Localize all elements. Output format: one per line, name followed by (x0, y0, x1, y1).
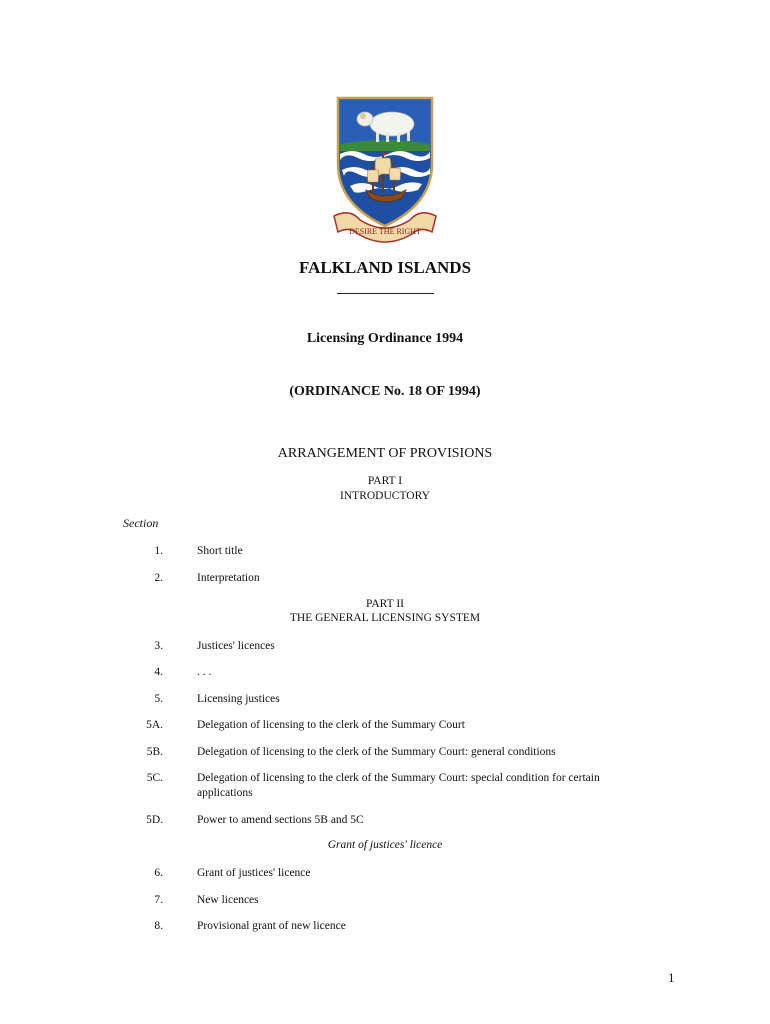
section-column-label: Section (123, 516, 159, 530)
motto-text: DESIRE THE RIGHT (349, 227, 421, 236)
part-heading: INTRODUCTORY (340, 490, 430, 502)
section-number: 2. (154, 572, 163, 584)
page-number: 1 (668, 970, 675, 985)
section-number: 5A. (146, 719, 163, 731)
section-title: Delegation of licensing to the clerk of the Summary Court: special condition for certain applications (197, 772, 600, 799)
section-number: 5C. (146, 772, 163, 784)
section-number: 6. (154, 867, 163, 879)
section-number: 5D. (146, 814, 163, 826)
section-number: 3. (154, 640, 163, 652)
arrangement-heading: ARRANGEMENT OF PROVISIONS (277, 446, 493, 461)
part-heading: THE GENERAL LICENSING SYSTEM (289, 612, 481, 624)
section-number: 1. (154, 545, 163, 557)
section-title: Delegation of licensing to the clerk of the Summary Court: general conditions (197, 746, 556, 758)
part-number: PART II (366, 598, 404, 610)
country-title: FALKLAND ISLANDS (298, 258, 472, 277)
section-number: 7. (154, 894, 163, 906)
document-title: Licensing Ordinance 1994 (306, 331, 464, 346)
section-number: 4. (154, 666, 163, 678)
section-number: 5. (154, 693, 163, 705)
section-title: Licensing justices (197, 693, 280, 705)
section-number: 5B. (146, 746, 163, 758)
section-title: . . . (197, 666, 212, 678)
section-title: Power to amend sections 5B and 5C (197, 814, 364, 826)
coat-of-arms (330, 94, 440, 244)
section-title: New licences (197, 894, 259, 906)
section-title: Interpretation (197, 572, 260, 584)
section-title: Provisional grant of new licence (197, 920, 346, 932)
section-title: Delegation of licensing to the clerk of the Summary Court (197, 719, 465, 731)
subheading: Grant of justices' licence (327, 839, 443, 851)
section-title: Justices' licences (197, 640, 275, 652)
title-divider (337, 293, 434, 294)
section-number: 8. (154, 920, 163, 932)
ordinance-number: (ORDINANCE No. 18 OF 1994) (289, 384, 481, 399)
section-title: Grant of justices' licence (197, 867, 311, 879)
part-number: PART I (367, 475, 403, 487)
section-title: Short title (197, 545, 243, 557)
